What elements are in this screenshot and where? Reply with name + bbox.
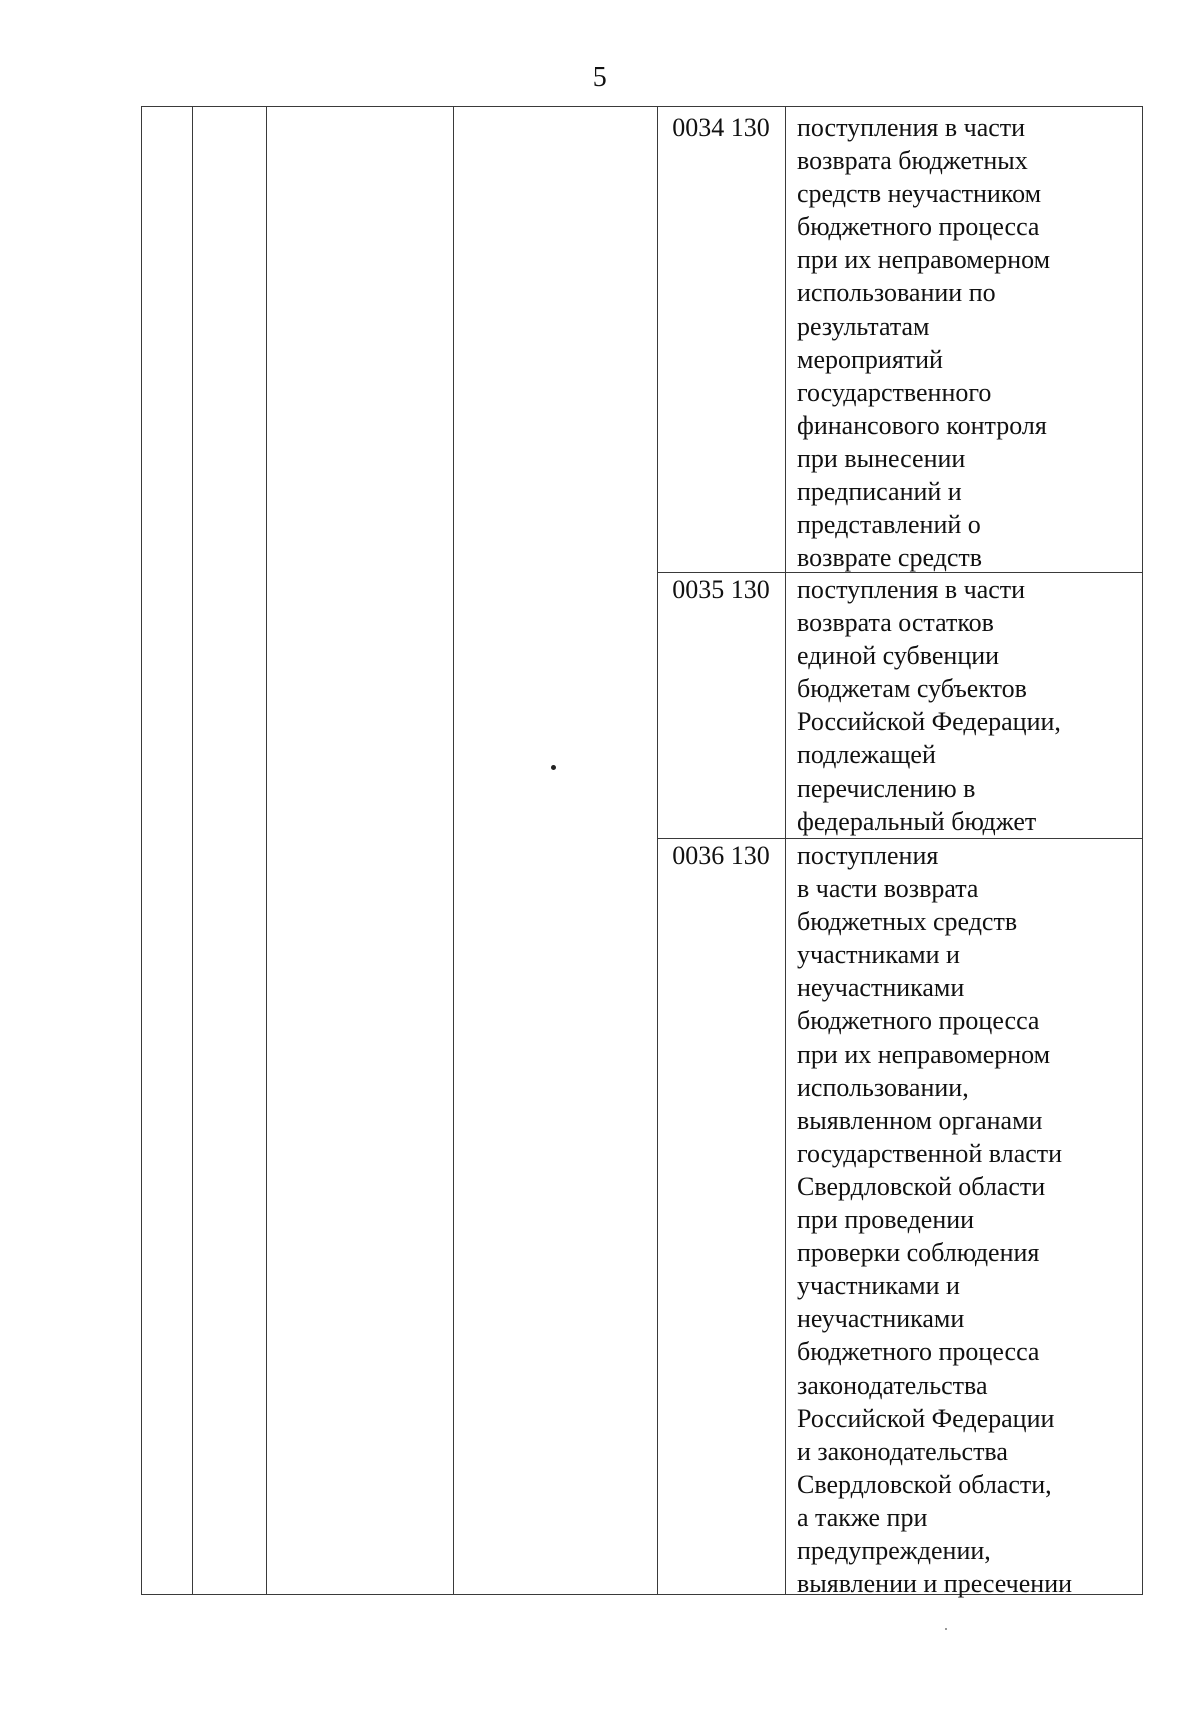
column-divider-5 (785, 106, 786, 1595)
scan-dot (551, 765, 556, 770)
page-number: 5 (592, 62, 608, 93)
column-divider-2 (266, 106, 267, 1595)
table-top-border (141, 106, 1142, 107)
budget-code-cell: 0036 130 (672, 841, 770, 870)
budget-code-cell: 0035 130 (672, 575, 770, 604)
column-divider-3 (453, 106, 454, 1595)
scan-speck (945, 1628, 947, 1630)
budget-code-cell: 0034 130 (672, 113, 770, 142)
description-cell: поступления в части возврата бюджетных средств неучастником бюджетного процесса при их неправомерном использовании по результатам мероприятий государственного финансового контроля при вынесении предписаний и представлений о возврате средств (797, 113, 1051, 573)
column-divider-6 (1142, 106, 1143, 1595)
description-cell: поступления в части возврата бюджетных средств участниками и неучастниками бюджетного процесса при их неправомерном использовании, выявленном органами государственной власти Свердловской области при проведении проверки соблюдения участниками и неучастниками бюджетного процесса законодательства Российской Федерации и законодательства Свердловской области, а также при предупреждении, выявлении и пресечении (797, 841, 1073, 1599)
description-cell: поступления в части возврата остатков единой субвенции бюджетам субъектов Российской Федерации, подлежащей перечислению в федеральный бюджет (797, 575, 1061, 836)
column-divider-1 (192, 106, 193, 1595)
